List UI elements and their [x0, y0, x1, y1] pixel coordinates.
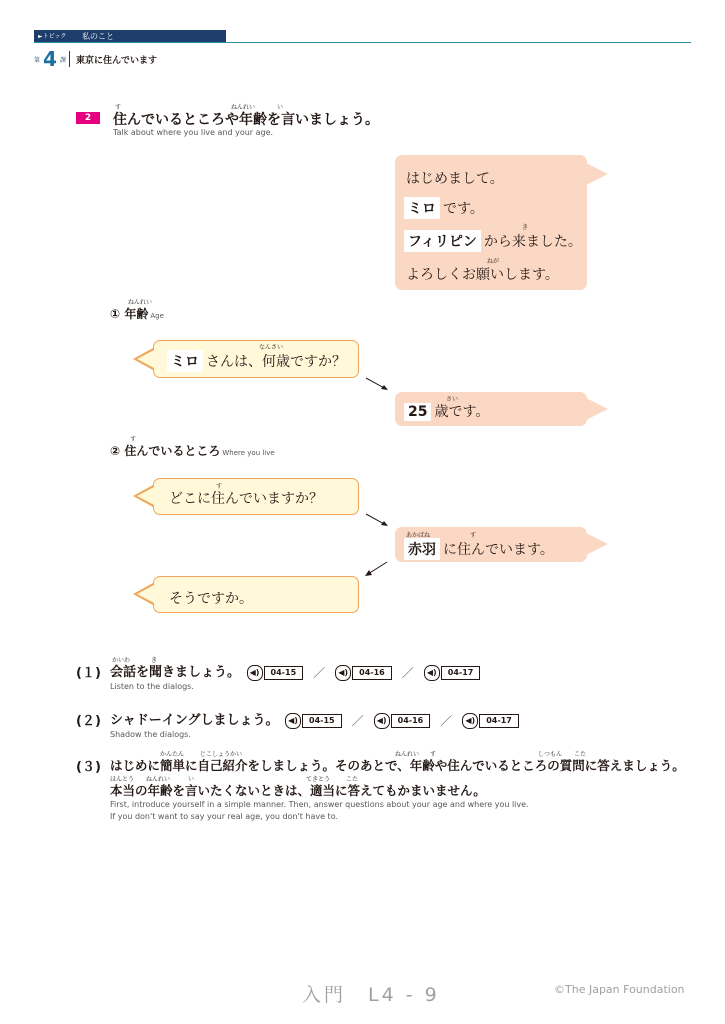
question-1-english: Listen to the dialogs.	[110, 682, 194, 691]
arrow-to-age-answer	[362, 374, 392, 394]
name-slot-2: ミロ	[167, 350, 203, 372]
ruby-kota-2: こた	[346, 776, 359, 783]
bubble-tail-fill	[137, 350, 154, 368]
topic-title: 私のこと	[82, 32, 114, 41]
reply-bubble	[133, 576, 359, 613]
ruby-nenrei-age: ねんれい	[128, 299, 153, 306]
age-answer-rest: 歳です。	[434, 404, 490, 420]
bubble-tail	[586, 163, 608, 185]
audio-code: 04-17	[479, 714, 519, 728]
ruby-sai: さい	[446, 396, 459, 403]
question-1-line: かいわ き 会話を聞きましょう。 ◀) 04-15 ／ ◀) 04-16 ／ ◀) 04-17	[110, 661, 482, 681]
name-slot: ミロ	[404, 197, 440, 219]
question-1-number: (１)	[76, 666, 101, 681]
audio-code: 04-16	[391, 714, 431, 728]
item-2-label	[110, 436, 275, 459]
audio-track[interactable]	[247, 665, 304, 681]
where-answer-bubble	[395, 527, 610, 562]
ruby-su-q: す	[216, 483, 223, 490]
header-rule	[34, 42, 691, 43]
question-3-english-1: First, introduce yourself in a simple manner. Then, answer questions about your age and where you live.	[110, 800, 529, 809]
ruby-su: す	[115, 104, 122, 111]
item-2-label-text: ② 住んでいるところ	[110, 444, 221, 458]
lesson-suffix: 課	[59, 56, 66, 64]
bubble-tail	[586, 533, 608, 555]
ruby-su-a: す	[470, 532, 477, 539]
question-3-line-1	[110, 751, 685, 774]
intro-line-2	[404, 197, 484, 219]
audio-code: 04-16	[352, 666, 392, 680]
ruby-su-q3: す	[430, 751, 437, 758]
question-2-text: シャドーイングしましょう。	[110, 713, 279, 728]
page-number: 入門 L4 - 9	[302, 984, 440, 1006]
ruby-hontou: ほんとう	[110, 776, 135, 783]
speaker-icon: ◀)	[335, 665, 351, 681]
arrow-to-where-answer	[362, 510, 392, 530]
where-answer-rest: に住んでいます。	[443, 542, 554, 558]
question-3-text-2: 本当の年齢を言いたくないときは、適当に答えてもかまいません。	[110, 783, 486, 798]
ruby-ki-q1: き	[151, 657, 158, 664]
country-slot: フィリピン	[404, 230, 481, 252]
audio-code: 04-15	[302, 714, 342, 728]
where-question-words: どこに住んでいますか？	[169, 491, 323, 507]
ruby-ki: き	[522, 224, 529, 231]
intro-line-1: はじめまして。	[406, 171, 504, 187]
ruby-nansai: なんさい	[259, 344, 284, 351]
ruby-nenrei: ねんれい	[231, 104, 256, 111]
ruby-nenrei-q3: ねんれい	[395, 751, 420, 758]
section-number-badge: 2	[76, 112, 100, 124]
speaker-icon: ◀)	[424, 665, 440, 681]
section-subtitle: Talk about where you live and your age.	[113, 128, 274, 137]
intro-line-3-rest: から来ました。	[483, 234, 582, 250]
ruby-su-item2: す	[130, 436, 137, 443]
where-question-bubble	[133, 478, 359, 515]
age-question-bubble	[133, 340, 359, 378]
question-2-english: Shadow the dialogs.	[110, 730, 191, 739]
bubble-tail-fill	[137, 487, 154, 505]
question-2-line: シャドーイングしましょう。 ◀) 04-15 ／ ◀) 04-16 ／ ◀) 04-17	[110, 709, 521, 729]
intro-line-3	[404, 224, 582, 252]
intro-line-2-rest: です。	[443, 201, 484, 217]
ruby-nenrei-2: ねんれい	[146, 776, 171, 783]
question-2-number: (２)	[76, 714, 101, 729]
age-answer-bubble	[395, 392, 610, 426]
question-1-text: 会話を聞きましょう。	[110, 665, 241, 680]
audio-code: 04-15	[264, 666, 304, 680]
age-answer-text	[404, 396, 490, 421]
audio-track[interactable]	[424, 665, 481, 681]
item-1-english: Age	[150, 312, 164, 320]
lesson-title: 東京に住んでいます	[75, 55, 157, 66]
ruby-i-q3: い	[188, 776, 195, 783]
item-1-label	[110, 299, 164, 322]
lesson-heading	[34, 49, 157, 69]
audio-track[interactable]	[374, 713, 431, 729]
reply-text: そうですか。	[169, 591, 253, 607]
ruby-jikoshoukai: じこしょうかい	[200, 751, 243, 758]
question-3-number: (３)	[76, 760, 101, 775]
intro-speech-bubble	[395, 155, 610, 290]
audio-track[interactable]	[462, 713, 519, 729]
intro-line-4-text: よろしくお願いします。	[406, 267, 559, 283]
age-question-rest: さんは、何歳ですか？	[206, 354, 346, 370]
speaker-icon: ◀)	[462, 713, 478, 729]
age-question-text	[167, 344, 346, 372]
ruby-kantan: かんたん	[160, 751, 185, 758]
bubble-tail-fill	[137, 585, 154, 603]
question-3-english-2: If you don't want to say your real age, you don't have to.	[110, 812, 338, 821]
item-2-english: Where you live	[222, 449, 275, 457]
topic-tag: ►トピック	[38, 33, 67, 40]
section-title-text: 住んでいるところや年齢を言いましょう。	[113, 112, 379, 128]
intro-line-4	[406, 258, 559, 284]
lesson-prefix: 第	[34, 56, 41, 64]
ruby-nega: ねが	[487, 258, 500, 265]
where-answer-text	[404, 532, 554, 560]
speaker-icon: ◀)	[285, 713, 301, 729]
audio-code: 04-17	[441, 666, 481, 680]
where-question-text	[169, 483, 323, 508]
place-slot: 赤羽	[404, 538, 440, 560]
ruby-shitsumon: しつもん	[538, 751, 563, 758]
arrow-to-reply	[362, 558, 392, 580]
section-title	[113, 104, 379, 129]
question-3-line-2	[110, 776, 486, 799]
copyright: ©The Japan Foundation	[554, 983, 685, 996]
bubble-tail	[586, 398, 608, 420]
ruby-kaiwa: かいわ	[112, 657, 131, 664]
ruby-kota: こた	[574, 751, 587, 758]
speaker-icon: ◀)	[247, 665, 263, 681]
ruby-akabane: あかばね	[406, 532, 431, 539]
speaker-icon: ◀)	[374, 713, 390, 729]
ruby-i: い	[277, 104, 284, 111]
item-1-label-text: ① 年齢	[110, 307, 149, 321]
age-slot: 25	[404, 403, 431, 421]
audio-track[interactable]	[335, 665, 392, 681]
ruby-tekitou: てきとう	[306, 776, 331, 783]
audio-track[interactable]	[285, 713, 342, 729]
lesson-divider	[69, 51, 70, 67]
question-3-text-1: はじめに簡単に自己紹介をしましょう。そのあとで、年齢や住んでいるところの質問に答えましょう。	[110, 758, 685, 773]
lesson-number: 4	[43, 47, 57, 71]
